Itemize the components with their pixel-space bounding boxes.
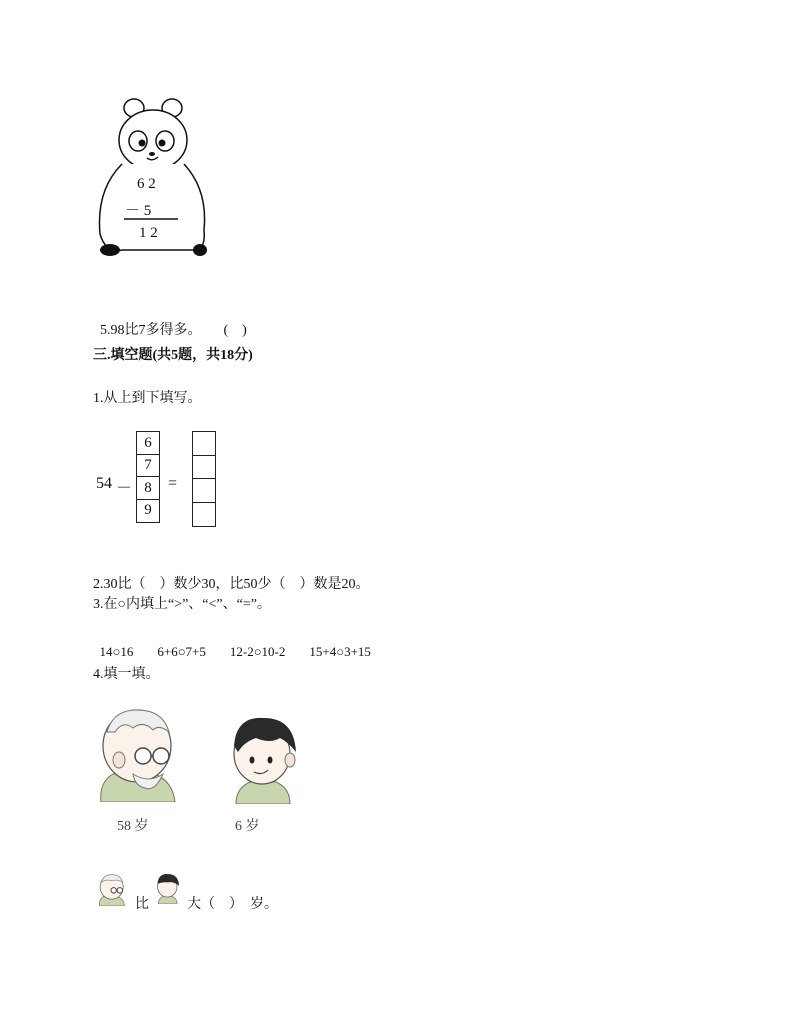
subtrahend-box: 7 <box>136 454 160 478</box>
equals-sign: = <box>168 475 178 492</box>
question-1-text: 1.从上到下填写。 <box>93 391 202 406</box>
answer-box[interactable] <box>192 478 216 503</box>
panda-figure <box>92 94 212 264</box>
boy-image <box>224 712 304 804</box>
minuend-54: 54 <box>96 475 112 492</box>
answer-blank[interactable]: ( ) <box>223 323 247 338</box>
question-3-text: 3.在○内填上“>”、“<”、“=”。 <box>93 597 271 612</box>
grandpa-age: 58 岁 <box>117 819 149 834</box>
question-2-text: 2.30比（ ）数少30，比50少（ ）数是20。 <box>93 577 370 592</box>
comparison-item[interactable]: 14○16 <box>99 644 134 659</box>
panda-minuend: 6 2 <box>137 176 156 192</box>
boy-illustration <box>224 712 304 804</box>
subtrahend-box: 6 <box>136 431 160 455</box>
panda-result: 1 2 <box>139 225 158 241</box>
boy-age: 6 岁 <box>235 819 260 834</box>
comparison-item[interactable]: 12-2○10-2 <box>229 644 286 659</box>
comparison-row <box>93 628 395 660</box>
panda-subtrahend: － 5 <box>125 203 152 219</box>
answer-box[interactable] <box>192 455 216 480</box>
subtraction-column-diagram <box>96 431 236 535</box>
comparison-item[interactable]: 6+6○7+5 <box>157 644 206 659</box>
subtrahend-box: 9 <box>136 499 160 523</box>
unit-text: 岁。 <box>250 897 278 912</box>
boy-small-illustration <box>153 872 183 904</box>
than-text: 比 <box>135 897 149 912</box>
grandpa-small-illustration <box>95 872 129 906</box>
minus-sign: － <box>116 480 133 497</box>
grandpa-illustration <box>93 702 183 802</box>
older-by-blank[interactable]: 大（ ） <box>187 897 243 912</box>
question-5 <box>93 303 247 339</box>
answer-box[interactable] <box>192 502 216 527</box>
question-4-text: 4.填一填。 <box>93 667 160 682</box>
question-5-text: 5.98比7多得多。 <box>100 323 202 338</box>
grandpa-image <box>93 702 183 802</box>
subtrahend-box: 8 <box>136 476 160 500</box>
boy-small-image <box>153 872 183 904</box>
grandpa-small-image <box>95 872 129 906</box>
section-title: 三.填空题(共5题，共18分) <box>93 348 253 363</box>
answer-box[interactable] <box>192 431 216 456</box>
comparison-item[interactable]: 15+4○3+15 <box>309 644 371 659</box>
